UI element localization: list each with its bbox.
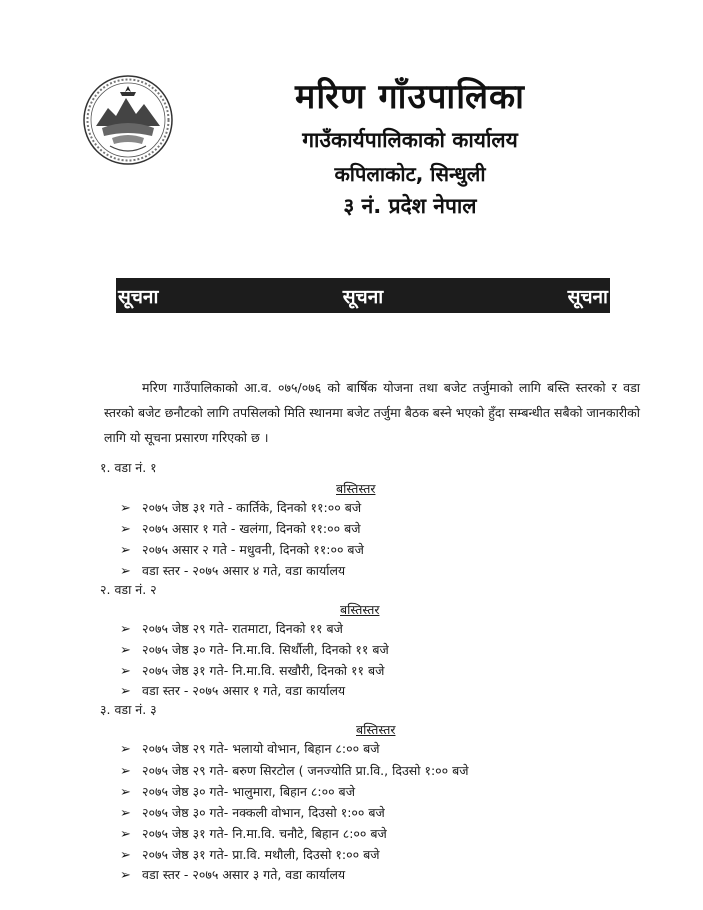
arrow-bullet-icon: ➢ — [120, 785, 131, 800]
banner-label-right: सूचना — [567, 285, 608, 308]
list-item — [120, 762, 469, 779]
office-name: गाउँकार्यपालिकाको कार्यालय — [302, 128, 518, 152]
arrow-bullet-icon: ➢ — [120, 501, 131, 516]
list-item — [120, 804, 385, 821]
list-item-text: २०७५ जेष्ठ ३१ गते- नि.मा.वि. चनौटे, बिहान ८:०० बजे — [142, 826, 387, 841]
list-item — [120, 825, 387, 842]
arrow-bullet-icon: ➢ — [120, 848, 131, 863]
arrow-bullet-icon: ➢ — [120, 522, 131, 537]
banner-label-left: सूचना — [118, 285, 159, 308]
banner-label-center: सूचना — [342, 285, 384, 308]
list-item-text: वडा स्तर - २०७५ असार ३ गते, वडा कार्यालय — [142, 867, 346, 882]
list-item — [120, 682, 345, 699]
arrow-bullet-icon: ➢ — [120, 806, 131, 821]
nepal-emblem-logo — [82, 74, 174, 166]
list-item-text: २०७५ जेष्ठ २९ गते- बरुण सिरटोल ( जनज्योति प्रा.वि., दिउसो १:०० बजे — [142, 763, 469, 778]
section-title: १. वडा नं. १ — [100, 460, 157, 475]
arrow-bullet-icon: ➢ — [120, 827, 131, 842]
arrow-bullet-icon: ➢ — [120, 664, 131, 679]
arrow-bullet-icon: ➢ — [120, 742, 131, 757]
list-item-text: २०७५ जेष्ठ ३१ गते - कार्तिके, दिनको ११:०० बजे — [142, 500, 362, 515]
list-item — [120, 562, 345, 579]
list-item — [120, 620, 343, 637]
municipality-title: मरिण गाँउपालिका — [295, 77, 525, 117]
arrow-bullet-icon: ➢ — [120, 684, 131, 699]
intro-paragraph — [104, 375, 640, 450]
list-item — [120, 846, 380, 863]
arrow-bullet-icon: ➢ — [120, 543, 131, 558]
list-item-text: २०७५ जेष्ठ २९ गते- रातमाटा, दिनको ११ बजे — [142, 621, 343, 636]
list-item — [120, 520, 361, 537]
arrow-bullet-icon: ➢ — [120, 868, 131, 883]
section-title: ३. वडा नं. ३ — [100, 702, 157, 717]
list-item-text: २०७५ असार १ गते - खलंगा, दिनको ११:०० बजे — [142, 521, 361, 536]
list-item — [120, 499, 361, 516]
list-item-text: २०७५ जेष्ठ ३० गते- नि.मा.वि. सिर्थौली, दिनको ११ बजे — [142, 642, 389, 657]
list-item-text: २०७५ जेष्ठ ३१ गते- प्रा.वि. मथौली, दिउसो १:०० बजे — [142, 847, 380, 862]
list-item — [120, 641, 389, 658]
province-name: ३ नं. प्रदेश नेपाल — [343, 194, 477, 218]
arrow-bullet-icon: ➢ — [120, 622, 131, 637]
list-item-text: २०७५ असार २ गते - मधुवनी, दिनको ११:०० बजे — [142, 542, 364, 557]
arrow-bullet-icon: ➢ — [120, 564, 131, 579]
section-title: २. वडा नं. २ — [100, 582, 157, 597]
intro-text: मरिण गाउँपालिकाको आ.व. ०७५/०७६ को बार्षिक योजना तथा बजेट तर्जुमाको लागि बस्ति स्तरको र वडा स्तरको बजेट छनौटको लागि तपसिलको मिति स्थानमा बजेट तर्जुमा बैठक बस्ने भएको हुँदा सम्बन्धीत सबैको जानकारीको लागि यो सूचना प्रसारण गरिएको छ । — [104, 380, 640, 445]
list-item-text: २०७५ जेष्ठ ३० गते- नक्कली वोभान, दिउसो १:०० बजे — [142, 805, 385, 820]
list-item-text: २०७५ जेष्ठ २९ गते- भलायो वोभान, बिहान ८:०० बजे — [142, 741, 380, 756]
list-item — [120, 783, 355, 800]
section-subheading: बस्तिस्तर — [336, 481, 376, 496]
notice-banner — [116, 278, 610, 313]
list-item — [120, 866, 345, 883]
list-item — [120, 541, 364, 558]
list-item-text: वडा स्तर - २०७५ असार ४ गते, वडा कार्यालय — [142, 563, 346, 578]
office-address: कपिलाकोट, सिन्धुली — [334, 162, 486, 186]
section-subheading: बस्तिस्तर — [340, 602, 380, 617]
arrow-bullet-icon: ➢ — [120, 764, 131, 779]
list-item — [120, 662, 384, 679]
arrow-bullet-icon: ➢ — [120, 643, 131, 658]
list-item — [120, 740, 380, 757]
list-item-text: वडा स्तर - २०७५ असार १ गते, वडा कार्यालय — [142, 683, 346, 698]
list-item-text: २०७५ जेष्ठ ३० गते- भालुमारा, बिहान ८:०० बजे — [142, 784, 355, 799]
list-item-text: २०७५ जेष्ठ ३१ गते- नि.मा.वि. सखौरी, दिनको ११ बजे — [142, 663, 385, 678]
section-subheading: बस्तिस्तर — [356, 722, 396, 737]
